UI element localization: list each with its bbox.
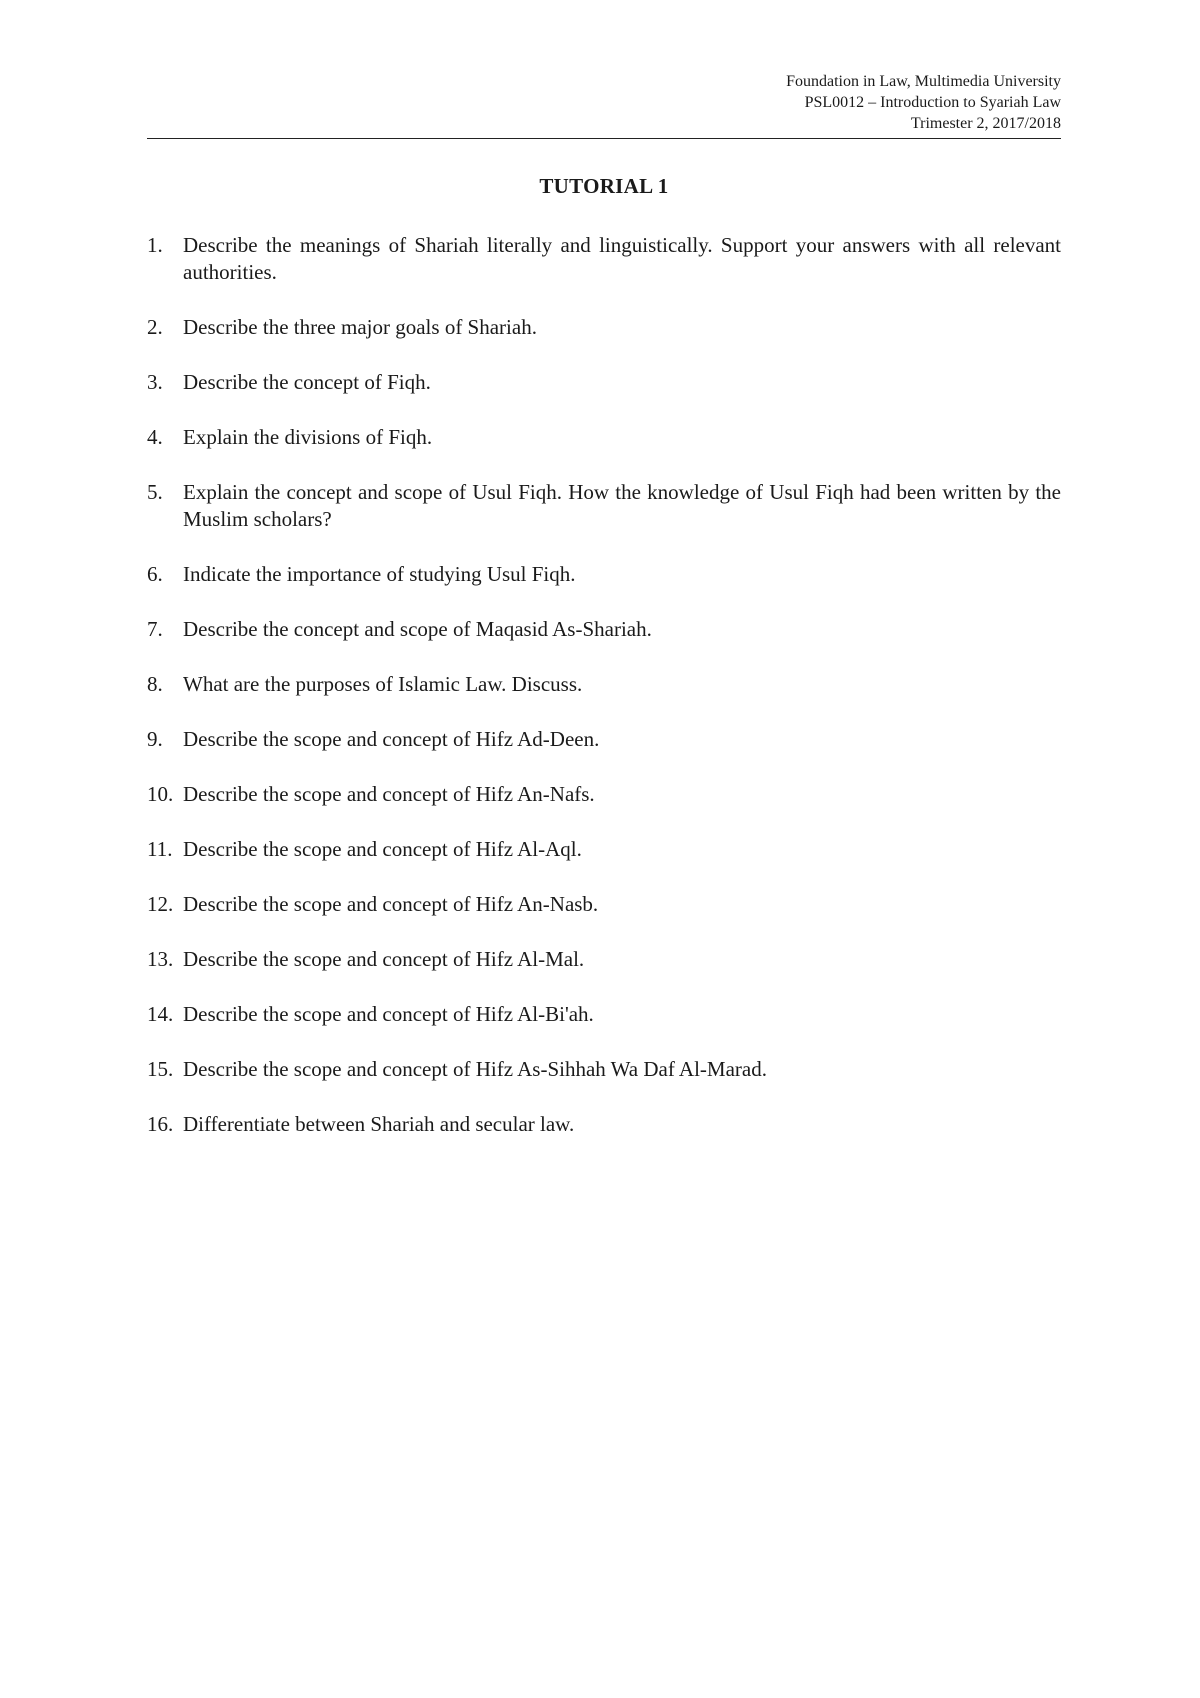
page-title: TUTORIAL 1 <box>539 174 669 198</box>
question-number: 3. <box>147 370 163 394</box>
question-text: Describe the three major goals of Shariah. <box>183 315 537 339</box>
question-text: Describe the scope and concept of Hifz Al-Mal. <box>183 947 585 971</box>
question-item <box>147 836 1061 863</box>
question-text: Indicate the importance of studying Usul Fiqh. <box>183 562 576 586</box>
question-number: 1. <box>147 233 163 257</box>
question-text: Describe the concept and scope of Maqasid As-Shariah. <box>183 617 652 641</box>
question-item <box>147 616 1061 643</box>
page-header <box>147 71 1061 134</box>
header-course: PSL0012 – Introduction to Syariah Law <box>804 94 1061 111</box>
question-number: 11. <box>147 837 173 861</box>
question-number: 10. <box>147 782 174 806</box>
question-item <box>147 479 1061 533</box>
question-text: Describe the scope and concept of Hifz Al-Aql. <box>183 837 582 861</box>
question-item <box>147 1001 1061 1028</box>
question-text: Differentiate between Shariah and secular law. <box>183 1112 575 1136</box>
question-number: 13. <box>147 947 174 971</box>
header-institution: Foundation in Law, Multimedia University <box>786 73 1061 90</box>
question-text: Describe the scope and concept of Hifz As-Sihhah Wa Daf Al-Marad. <box>183 1057 767 1081</box>
question-text: Describe the concept of Fiqh. <box>183 370 431 394</box>
question-text: Explain the divisions of Fiqh. <box>183 425 433 449</box>
question-item <box>147 726 1061 753</box>
header-trimester: Trimester 2, 2017/2018 <box>910 115 1061 132</box>
question-text: What are the purposes of Islamic Law. Discuss. <box>183 672 583 696</box>
question-item <box>147 1111 1061 1138</box>
question-list <box>147 232 1061 1166</box>
question-number: 7. <box>147 617 163 641</box>
question-text: Describe the meanings of Shariah literally and linguistically. Support your answers with all relevant authorities. <box>183 233 1061 284</box>
question-number: 2. <box>147 315 163 339</box>
question-number: 9. <box>147 727 163 751</box>
question-item <box>147 1056 1061 1083</box>
question-number: 12. <box>147 892 174 916</box>
question-text: Describe the scope and concept of Hifz An-Nasb. <box>183 892 599 916</box>
question-number: 6. <box>147 562 163 586</box>
question-text: Explain the concept and scope of Usul Fiqh. How the knowledge of Usul Fiqh had been written by the Muslim scholars? <box>183 480 1061 531</box>
question-item <box>147 671 1061 698</box>
question-item <box>147 314 1061 341</box>
question-text: Describe the scope and concept of Hifz Al-Bi'ah. <box>183 1002 594 1026</box>
question-number: 15. <box>147 1057 174 1081</box>
question-item <box>147 369 1061 396</box>
question-item <box>147 781 1061 808</box>
question-item <box>147 561 1061 588</box>
question-number: 8. <box>147 672 163 696</box>
question-number: 14. <box>147 1002 174 1026</box>
question-item <box>147 232 1061 286</box>
question-number: 16. <box>147 1112 174 1136</box>
question-number: 4. <box>147 425 163 449</box>
question-number: 5. <box>147 480 163 504</box>
header-divider <box>147 138 1061 139</box>
question-text: Describe the scope and concept of Hifz An-Nafs. <box>183 782 595 806</box>
question-item <box>147 891 1061 918</box>
question-item <box>147 424 1061 451</box>
question-text: Describe the scope and concept of Hifz Ad-Deen. <box>183 727 600 751</box>
question-item <box>147 946 1061 973</box>
